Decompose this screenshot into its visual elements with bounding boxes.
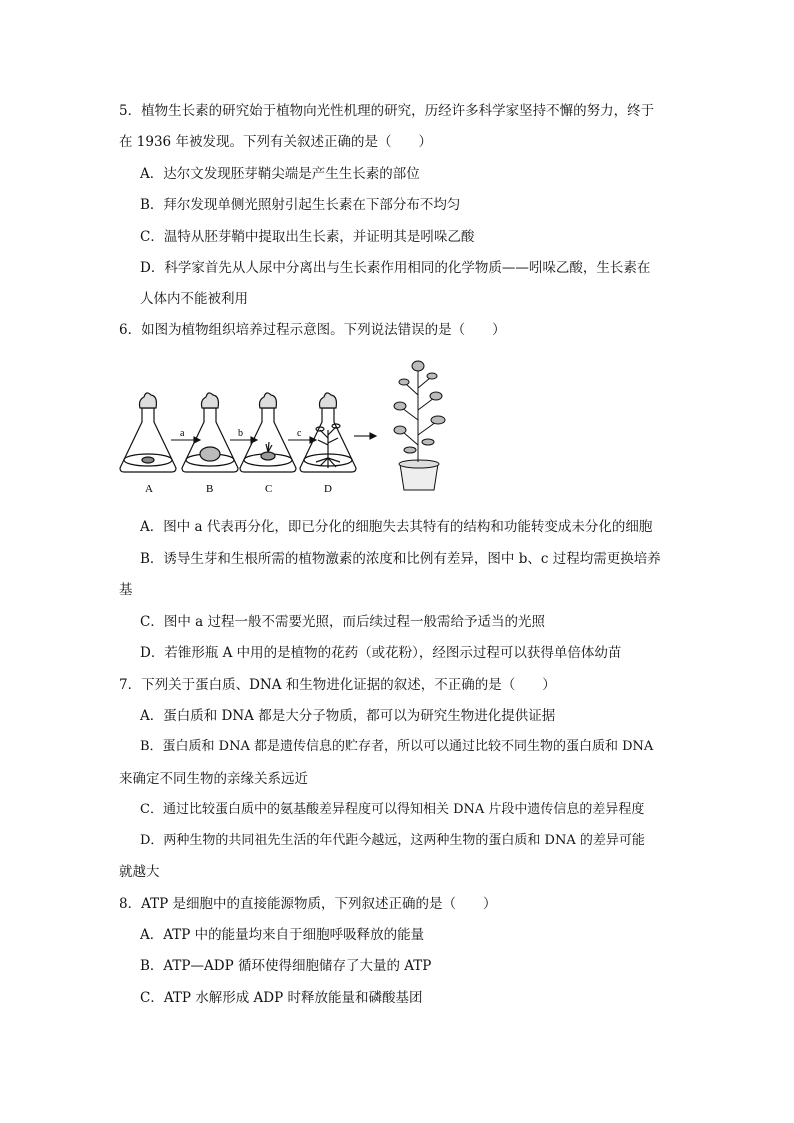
flask-a [120,393,176,472]
q8-stem: 8．ATP 是细胞中的直接能源物质，下列叙述正确的是（ ） [119,896,497,912]
arrow-b-label: b [238,428,243,439]
flask-b-label: B [206,483,214,495]
q7-option-b-line-2: 来确定不同生物的亲缘关系远近 [119,771,308,787]
q5-option-d-line-2: 人体内不能被利用 [140,291,248,307]
q8-option-a: A．ATP 中的能量均来自于细胞呼吸释放的能量 [140,927,425,943]
flask-d [300,393,356,472]
tissue-culture-figure [118,350,458,502]
q7-option-d-line-2: 就越大 [119,864,160,880]
q6-stem: 6．如图为植物组织培养过程示意图。下列说法错误的是（ ） [119,322,506,338]
flask-c [240,393,296,472]
q5-option-b: B．拜尔发现单侧光照射引起生长素在下部分布不均匀 [140,197,461,213]
flask-d-label: D [324,483,332,495]
q6-option-d: D．若锥形瓶 A 中用的是植物的花药（或花粉），经图示过程可以获得单倍体幼苗 [140,645,622,661]
q6-option-b-line-2: 基 [119,582,133,598]
q7-option-d-line-1: D．两种生物的共同祖先生活的年代距今越远，这两种生物的蛋白质和 DNA 的差异可能 [140,833,645,848]
q5-option-a: A．达尔文发现胚芽鞘尖端是产生生长素的部位 [140,166,420,182]
q5-option-d-line-1: D．科学家首先从人尿中分离出与生长素作用相同的化学物质——吲哚乙酸，生长素在 [140,260,651,276]
q5-stem-line-2: 在 1936 年被发现。下列有关叙述正确的是（ ） [119,134,432,150]
arrow-to-plant [354,433,376,439]
flask-b [182,393,238,472]
q8-option-b: B．ATP—ADP 循环使得细胞储存了大量的 ATP [140,958,432,974]
q5-stem-line-1: 5．植物生长素的研究始于植物向光性机理的研究，历经许多科学家坚持不懈的努力，终于 [119,103,655,119]
q7-option-b-line-1: B．蛋白质和 DNA 都是遗传信息的贮存者，所以可以通过比较不同生物的蛋白质和 DNA [140,739,654,754]
flask-c-label: C [265,483,273,495]
arrow-c-label: c [297,428,302,439]
q7-option-c: C．通过比较蛋白质中的氨基酸差异程度可以得知相关 DNA 片段中遗传信息的差异程度 [140,802,645,817]
flask-a-label: A [145,483,153,495]
q6-option-c: C．图中 a 过程一般不需要光照，而后续过程一般需给予适当的光照 [140,614,545,630]
q7-stem: 7．下列关于蛋白质、DNA 和生物进化证据的叙述，不正确的是（ ） [119,677,556,693]
q6-option-a: A．图中 a 代表再分化，即已分化的细胞失去其特有的结构和功能转变成未分化的细胞 [140,519,653,535]
q6-option-b-line-1: B．诱导生芽和生根所需的植物激素的浓度和比例有差异，图中 b、c 过程均需更换培养 [140,551,661,567]
q5-option-c: C．温特从胚芽鞘中提取出生长素，并证明其是吲哚乙酸 [140,229,475,245]
q8-option-c: C．ATP 水解形成 ADP 时释放能量和磷酸基团 [140,990,423,1006]
arrow-a-label: a [180,428,185,439]
q7-option-a: A．蛋白质和 DNA 都是大分子物质，都可以为研究生物进化提供证据 [140,708,556,724]
potted-plant [394,361,445,490]
